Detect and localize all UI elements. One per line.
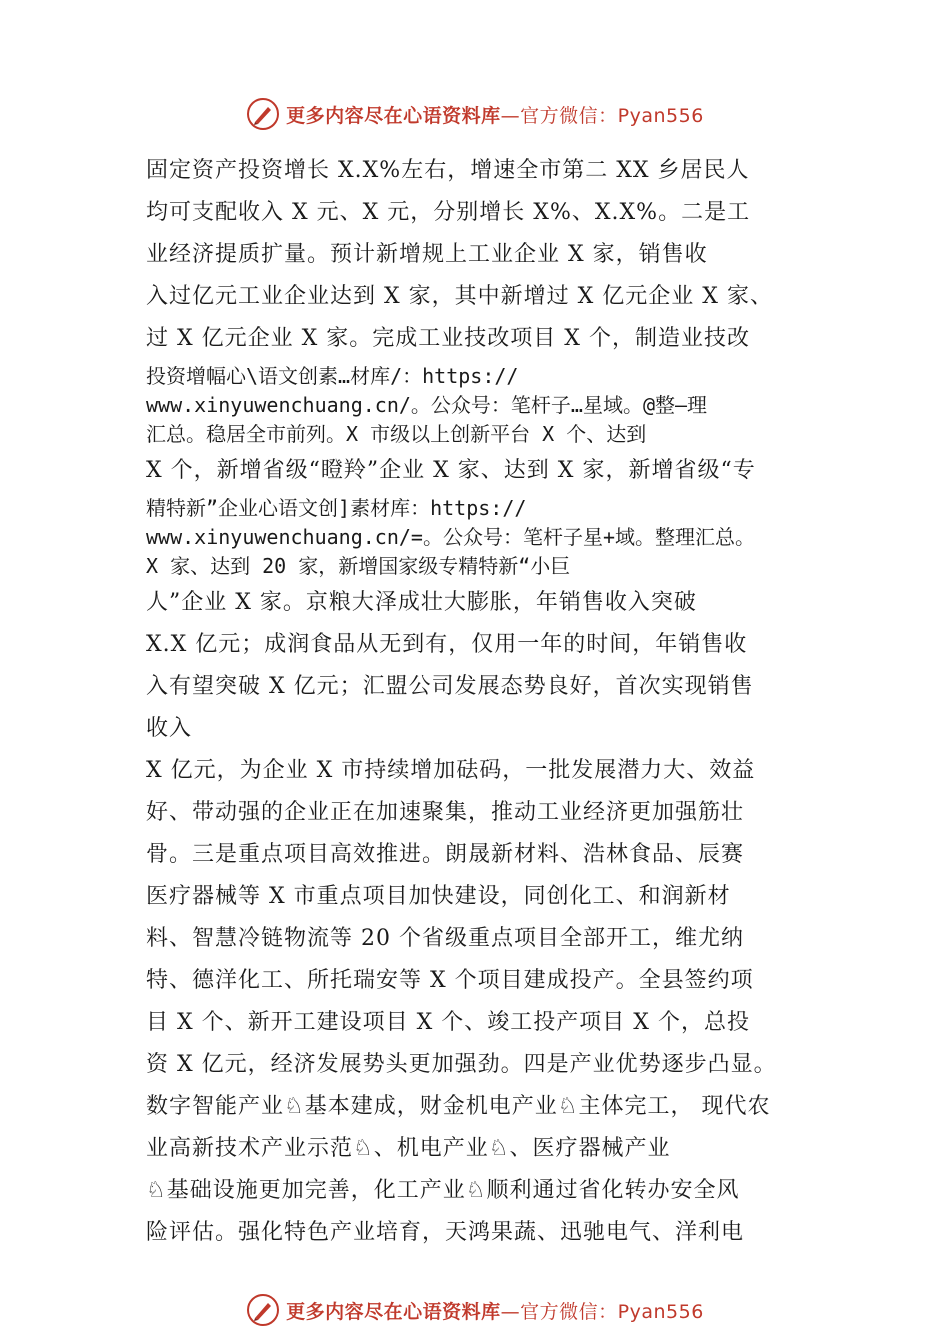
text-line: 好、带动强的企业正在加速聚集，推动工业经济更加强筋壮 [146, 800, 745, 825]
banner-separator: — [500, 1300, 521, 1323]
banner-title: 更多内容尽在心语资料库 [286, 1300, 501, 1323]
text-line: 过 X 亿元企业 X 家。完成工业技改项目 X 个，制造业技改 [146, 326, 750, 351]
text-line: 均可支配收入 X 元、X 元，分别增长 X%、X.X%。二是工 [146, 200, 751, 225]
text-line: 特、德洋化工、所托瑞安等 X 个项目建成投产。全县签约项 [146, 968, 754, 993]
banner-title: 更多内容尽在心语资料库 [286, 104, 501, 127]
text-line: 数字智能产业♘基本建成，财金机电产业♘主体完工， 现代农 [146, 1094, 771, 1119]
footer-banner [0, 1288, 950, 1332]
header-banner [0, 92, 950, 136]
text-line: 业高新技术产业示范♘、机电产业♘、医疗器械产业 [146, 1136, 671, 1161]
text-line: 投资增幅心\语文创素…材库/：https:// [146, 364, 519, 388]
pen-logo-icon [246, 97, 280, 131]
text-line: 骨。三是重点项目高效推进。朗晟新材料、浩林食品、辰赛 [146, 842, 745, 867]
text-line: 固定资产投资增长 X.X%左右，增速全市第二 XX 乡居民人 [146, 158, 750, 183]
text-line: X.X 亿元；成润食品从无到有，仅用一年的时间，年销售收 [146, 632, 748, 657]
document-body [146, 150, 836, 1254]
text-line: 精特新”企业心语文创]素材库：https:// [146, 496, 527, 520]
text-line: X 个，新增省级“瞪羚”企业 X 家、达到 X 家，新增省级“专 [146, 458, 756, 483]
banner-separator: — [500, 104, 521, 127]
text-line: 人”企业 X 家。京粮大泽成壮大膨胀，年销售收入突破 [146, 590, 697, 615]
text-line: 业经济提质扩量。预计新增规上工业企业 X 家，销售收 [146, 242, 708, 267]
text-line: 收入 [146, 716, 193, 741]
text-line: 入过亿元工业企业达到 X 家，其中新增过 X 亿元企业 X 家、 [146, 284, 773, 309]
banner-text [286, 101, 704, 128]
text-line: 资 X 亿元，经济发展势头更加强劲。四是产业优势逐步凸显。 [146, 1052, 777, 1077]
text-line: 汇总。稳居全市前列。X 市级以上创新平台 X 个、达到 [146, 422, 647, 446]
text-line: 医疗器械等 X 市重点项目加快建设，同创化工、和润新材 [146, 884, 731, 909]
text-line: 险评估。强化特色产业培育，天鸿果蔬、迅驰电气、洋利电 [146, 1220, 745, 1245]
pen-logo-icon [246, 1293, 280, 1327]
text-line: www.xinyuwenchuang.cn/=。公众号：笔杆子星+域。整理汇总。 [146, 525, 755, 549]
text-line: ♘基础设施更加完善，化工产业♘顺利通过省化转办安全风 [146, 1178, 740, 1203]
banner-contact: 官方微信：Pyan556 [520, 1300, 704, 1323]
text-line: www.xinyuwenchuang.cn/。公众号：笔杆子…星域。@整—理 [146, 393, 708, 417]
banner-text [286, 1297, 704, 1324]
text-line: X 家、达到 20 家，新增国家级专精特新“小巨 [146, 554, 571, 578]
text-line: 料、智慧冷链物流等 20 个省级重点项目全部开工，维尤纳 [146, 926, 744, 951]
text-line: X 亿元，为企业 X 市持续增加砝码，一批发展潜力大、效益 [146, 758, 756, 783]
text-line: 目 X 个、新开工建设项目 X 个、竣工投产项目 X 个，总投 [146, 1010, 750, 1035]
text-line: 入有望突破 X 亿元；汇盟公司发展态势良好，首次实现销售 [146, 674, 754, 699]
banner-contact: 官方微信：Pyan556 [520, 104, 704, 127]
